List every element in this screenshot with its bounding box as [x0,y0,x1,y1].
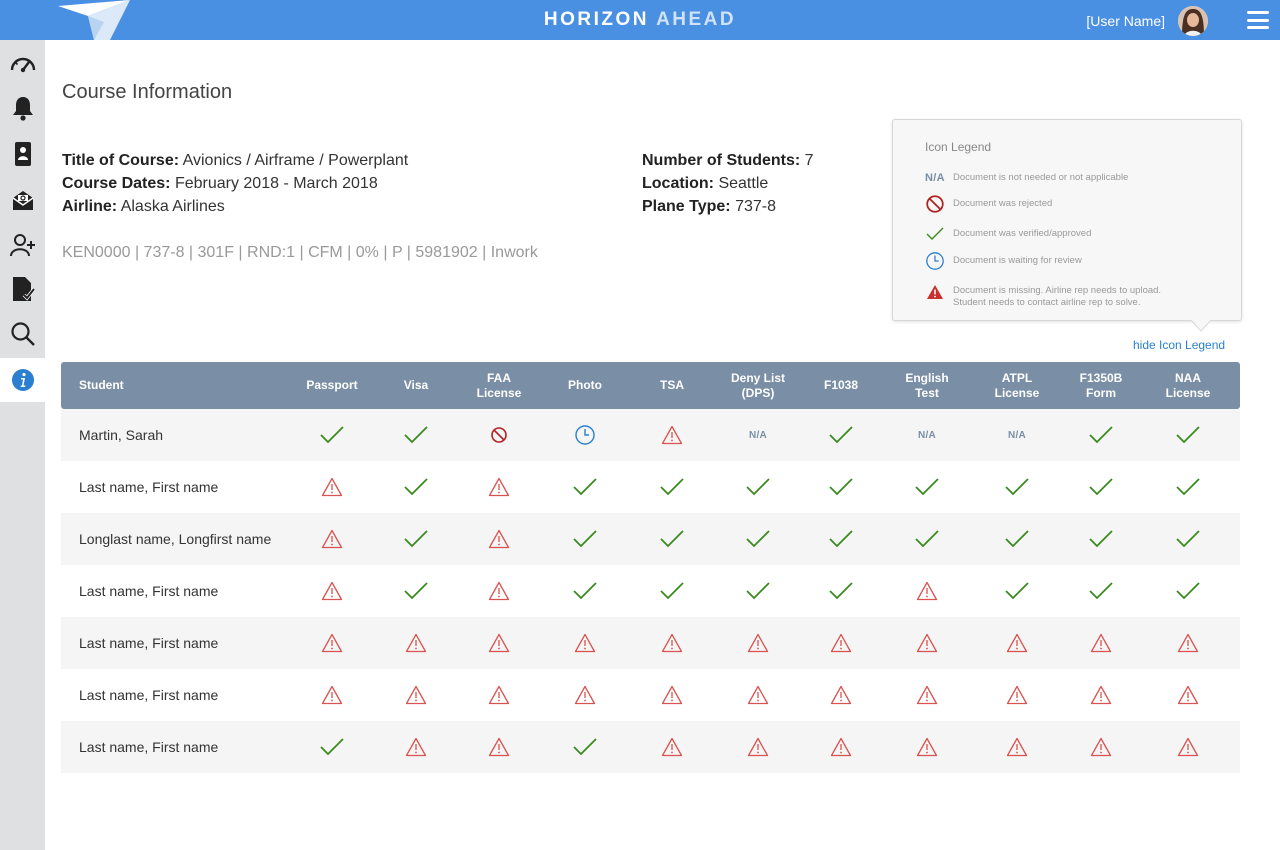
status-cell-missing[interactable] [1168,617,1208,669]
table-row[interactable] [61,409,1240,461]
airline-line [62,198,225,216]
warning-missing-icon [661,685,683,705]
warning-missing-icon [321,529,343,549]
warning-missing-icon [916,737,938,757]
check-approved-icon [1175,529,1201,549]
check-approved-icon [319,425,345,445]
status-cell-missing[interactable] [821,721,861,773]
status-cell-approved[interactable] [738,565,778,617]
mail-icon [11,188,35,212]
status-cell-missing[interactable] [479,513,519,565]
status-cell-missing[interactable] [312,513,352,565]
status-cell-approved[interactable] [1081,513,1121,565]
legend-item-text: Document is missing. Airline rep needs to upload. Student needs to contact airline rep to solve. [953,285,1162,308]
contacts-book-icon [13,141,33,167]
status-cell-approved[interactable] [652,565,692,617]
status-cell-approved[interactable] [652,513,692,565]
warning-missing-icon [321,581,343,601]
status-cell-missing[interactable] [652,669,692,721]
check-approved-icon [828,529,854,549]
student-name[interactable]: Martin, Sarah [79,427,164,443]
check-approved-icon [572,581,598,601]
status-cell-missing[interactable] [396,669,436,721]
check-approved-icon [1088,477,1114,497]
check-approved-icon [745,581,771,601]
status-cell-missing[interactable] [997,617,1037,669]
legend-item-text: Document is not needed or not applicable [953,172,1129,183]
page-title: Course Information [62,81,233,103]
status-cell-approved[interactable] [738,513,778,565]
check-approved-icon [925,227,945,241]
hide-icon-legend-link[interactable]: hide Icon Legend [1133,338,1226,352]
course-dates-line [62,175,378,193]
plane-type-value: 737-8 [735,198,776,215]
rejected-icon [925,194,945,214]
status-cell-missing[interactable] [821,669,861,721]
warning-missing-icon [830,633,852,653]
status-cell-approved[interactable] [1081,409,1121,461]
column-header-passport[interactable]: Passport [306,378,358,392]
status-cell-missing[interactable] [907,565,947,617]
status-cell-approved[interactable] [396,409,436,461]
status-cell-missing[interactable] [1168,669,1208,721]
table-header [61,362,1240,409]
status-cell-approved[interactable] [1081,461,1121,513]
status-cell-missing[interactable] [479,461,519,513]
course-title-value: Avionics / Airframe / Powerplant [182,152,409,169]
status-cell-approved[interactable] [565,721,605,773]
course-dates-label: Course Dates: [62,175,171,192]
warning-missing-icon [830,685,852,705]
icon-legend [892,119,1242,321]
check-approved-icon [1088,529,1114,549]
status-cell-missing[interactable] [396,721,436,773]
brand-part-2: AHEAD [656,9,737,30]
status-cell-missing[interactable] [652,409,692,461]
status-cell-missing[interactable] [479,669,519,721]
sidebar-item-add-user[interactable] [0,223,45,267]
status-cell-approved[interactable] [396,565,436,617]
airline-label: Airline: [62,198,118,215]
warning-missing-icon [488,685,510,705]
check-approved-icon [828,425,854,445]
status-cell-approved[interactable] [565,513,605,565]
warning-missing-icon [747,737,769,757]
column-header-faa[interactable]: FAA License [476,370,522,400]
warning-missing-icon [405,737,427,757]
legend-title: Icon Legend [925,140,992,154]
warning-missing-icon [488,633,510,653]
warning-missing-icon [321,477,343,497]
column-header-photo[interactable]: Photo [568,378,602,392]
status-cell-missing[interactable] [907,721,947,773]
column-header-english[interactable]: English Test [905,370,949,400]
column-header-student[interactable]: Student [79,378,124,392]
status-cell-missing[interactable] [312,669,352,721]
check-approved-icon [1088,425,1114,445]
info-icon [11,368,35,392]
warning-missing-icon [488,477,510,497]
status-cell-missing[interactable] [738,669,778,721]
warning-missing-icon [321,633,343,653]
sidebar-item-contacts[interactable] [0,132,45,176]
hamburger-menu-icon[interactable] [1247,11,1269,31]
status-cell-missing[interactable] [738,617,778,669]
status-cell-na[interactable] [997,409,1037,461]
warning-missing-icon [574,633,596,653]
warning-missing-icon [926,284,944,300]
status-cell-approved[interactable] [396,513,436,565]
warning-missing-icon [661,633,683,653]
warning-missing-icon [830,737,852,757]
status-cell-missing[interactable] [997,721,1037,773]
sidebar [0,40,45,850]
column-header-visa[interactable]: Visa [403,378,429,392]
status-cell-approved[interactable] [907,513,947,565]
status-cell-approved[interactable] [997,513,1037,565]
table-row[interactable] [61,565,1240,617]
dashboard-gauge-icon [10,54,36,74]
check-approved-icon [1004,581,1030,601]
status-cell-missing[interactable] [738,721,778,773]
students-label: Number of Students: [642,152,801,169]
legend-caret-icon [1190,318,1212,332]
check-approved-icon [403,477,429,497]
check-approved-icon [1175,425,1201,445]
check-approved-icon [914,477,940,497]
avatar-image-icon [1178,6,1208,36]
status-cell-missing[interactable] [479,565,519,617]
check-approved-icon [659,581,685,601]
status-cell-approved[interactable] [1168,513,1208,565]
status-cell-missing[interactable] [479,617,519,669]
legend-item-text: Document is waiting for review [953,255,1082,266]
column-header-naa[interactable]: NAA License [1165,370,1211,400]
status-cell-approved[interactable] [312,409,352,461]
student-name[interactable]: Last name, First name [79,583,219,599]
students-value: 7 [804,152,814,169]
sidebar-item-info[interactable] [0,358,45,402]
document-check-icon [11,276,35,302]
warning-missing-icon [405,633,427,653]
status-cell-approved[interactable] [565,461,605,513]
status-cell-missing[interactable] [821,617,861,669]
plane-type-line [642,198,776,216]
course-dates-value: February 2018 - March 2018 [174,175,378,192]
warning-missing-icon [747,633,769,653]
status-cell-missing[interactable] [565,617,605,669]
sidebar-item-search[interactable] [0,312,45,356]
warning-missing-icon [488,581,510,601]
check-approved-icon [403,425,429,445]
status-cell-approved[interactable] [1168,461,1208,513]
status-cell-na[interactable] [738,409,778,461]
check-approved-icon [914,529,940,549]
check-approved-icon [403,529,429,549]
warning-missing-icon [916,581,938,601]
warning-missing-icon [747,685,769,705]
check-approved-icon [828,477,854,497]
sidebar-item-notifications[interactable] [0,86,45,130]
warning-missing-icon [1090,685,1112,705]
status-cell-missing[interactable] [565,669,605,721]
table-body [61,409,1240,773]
table-row[interactable] [61,513,1240,565]
status-cell-missing[interactable] [907,669,947,721]
check-approved-icon [1175,581,1201,601]
user-name[interactable]: [User Name] [1086,13,1165,29]
status-cell-missing[interactable] [479,721,519,773]
clock-waiting-icon [574,424,596,446]
airline-value: Alaska Airlines [120,198,225,215]
column-header-f1350b[interactable]: F1350B Form [1079,370,1123,400]
top-bar [0,0,1280,40]
search-icon [10,321,36,347]
check-approved-icon [1004,477,1030,497]
warning-missing-icon [321,685,343,705]
legend-item-text: Document was verified/approved [953,228,1092,239]
warning-missing-icon [661,737,683,757]
students-line [642,152,814,170]
check-approved-icon [1004,529,1030,549]
warning-missing-icon [488,529,510,549]
check-approved-icon [1088,581,1114,601]
course-title-label: Title of Course: [62,152,180,169]
brand-part-1: HORIZON [543,9,649,30]
status-cell-approved[interactable] [821,565,861,617]
column-header-atpl[interactable]: ATPL License [994,370,1040,400]
status-cell-rejected[interactable] [479,409,519,461]
status-cell-approved[interactable] [1081,565,1121,617]
status-cell-approved[interactable] [997,461,1037,513]
course-title-line [62,152,408,170]
column-header-deny-list[interactable]: Deny List (DPS) [730,370,785,400]
warning-missing-icon [1006,685,1028,705]
avatar[interactable] [1178,6,1208,36]
status-cell-missing[interactable] [312,565,352,617]
add-user-icon [10,233,36,257]
status-cell-missing[interactable] [1081,721,1121,773]
check-approved-icon [572,737,598,757]
status-cell-approved[interactable] [652,461,692,513]
column-header-f1038[interactable]: F1038 [823,378,859,392]
status-cell-missing[interactable] [396,617,436,669]
warning-missing-icon [574,685,596,705]
check-approved-icon [403,581,429,601]
course-code-line: KEN0000 | 737-8 | 301F | RND:1 | CFM | 0% | P | 5981902 | Inwork [62,244,538,261]
check-approved-icon [572,477,598,497]
check-approved-icon [1175,477,1201,497]
warning-missing-icon [1177,737,1199,757]
check-approved-icon [745,477,771,497]
legend-item-text: Document was rejected [953,198,1053,209]
status-cell-approved[interactable] [821,409,861,461]
location-label: Location: [642,175,714,192]
status-cell-waiting[interactable] [565,409,605,461]
status-cell-missing[interactable] [652,721,692,773]
student-name[interactable]: Last name, First name [79,479,219,495]
student-name[interactable]: Last name, First name [79,739,219,755]
check-approved-icon [745,529,771,549]
check-approved-icon [659,529,685,549]
status-cell-missing[interactable] [907,617,947,669]
student-name[interactable]: Last name, First name [79,687,219,703]
status-cell-approved[interactable] [907,461,947,513]
status-cell-approved[interactable] [821,461,861,513]
na-icon: N/A [925,172,945,184]
status-cell-approved[interactable] [312,721,352,773]
warning-missing-icon [1006,633,1028,653]
warning-missing-icon [1177,685,1199,705]
warning-missing-icon [488,737,510,757]
check-approved-icon [319,737,345,757]
status-cell-missing[interactable] [312,617,352,669]
column-header-tsa[interactable]: TSA [660,378,684,392]
warning-missing-icon [405,685,427,705]
status-cell-missing[interactable] [652,617,692,669]
na-icon: N/A [748,429,768,441]
check-approved-icon [828,581,854,601]
table-row[interactable] [61,721,1240,773]
logo-plane-icon[interactable] [58,0,138,40]
status-cell-missing[interactable] [1168,721,1208,773]
warning-missing-icon [916,685,938,705]
status-cell-approved[interactable] [821,513,861,565]
status-cell-missing[interactable] [1081,669,1121,721]
status-cell-approved[interactable] [1168,565,1208,617]
warning-missing-icon [1006,737,1028,757]
warning-missing-icon [1090,633,1112,653]
table-row[interactable] [61,669,1240,721]
bell-icon [11,95,35,121]
na-icon: N/A [1007,429,1027,441]
warning-missing-icon [661,425,683,445]
status-cell-approved[interactable] [396,461,436,513]
student-name[interactable]: Last name, First name [79,635,219,651]
na-icon: N/A [917,429,937,441]
table-row[interactable] [61,461,1240,513]
location-value: Seattle [718,175,769,192]
table-row[interactable] [61,617,1240,669]
documents-table [61,362,1240,773]
status-cell-approved[interactable] [565,565,605,617]
check-approved-icon [572,529,598,549]
student-name[interactable]: Longlast name, Longfirst name [79,531,272,547]
sidebar-item-dashboard[interactable] [0,42,45,86]
status-cell-missing[interactable] [1081,617,1121,669]
warning-missing-icon [1090,737,1112,757]
status-cell-na[interactable] [907,409,947,461]
status-cell-approved[interactable] [1168,409,1208,461]
status-cell-missing[interactable] [997,669,1037,721]
plane-type-label: Plane Type: [642,198,731,215]
check-approved-icon [659,477,685,497]
warning-missing-icon [1177,633,1199,653]
warning-missing-icon [916,633,938,653]
clock-waiting-icon [925,251,945,271]
rejected-icon [490,426,508,444]
sidebar-item-documents[interactable] [0,267,45,311]
status-cell-approved[interactable] [738,461,778,513]
location-line [642,175,768,193]
status-cell-approved[interactable] [997,565,1037,617]
status-cell-missing[interactable] [312,461,352,513]
sidebar-item-messages[interactable] [0,178,45,222]
